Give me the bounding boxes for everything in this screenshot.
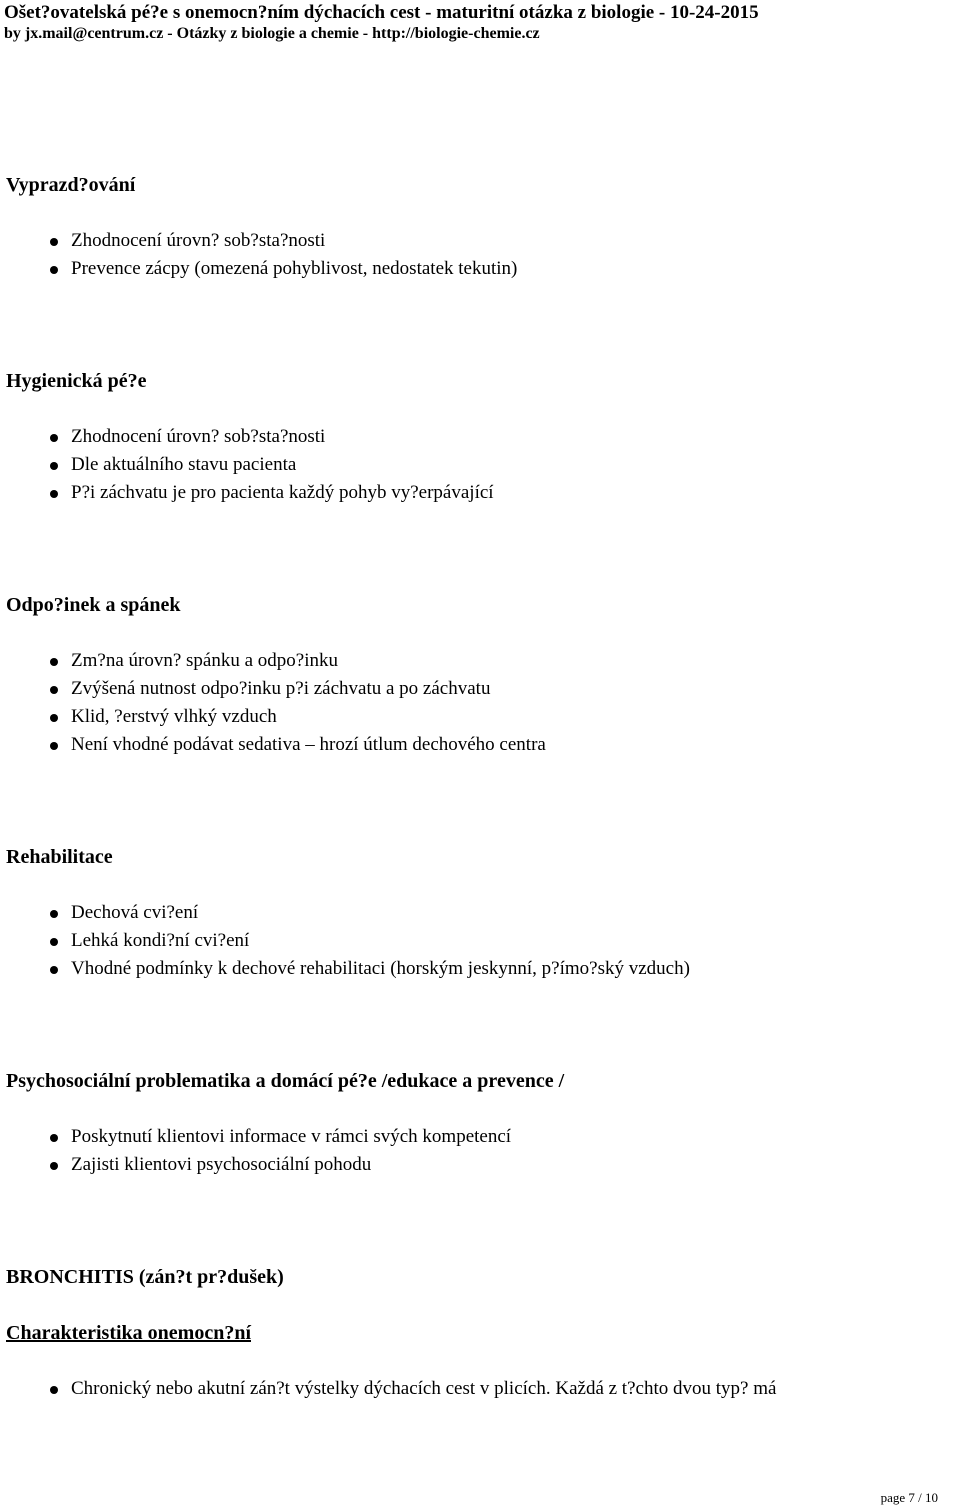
list-item: P?i záchvatu je pro pacienta každý pohyb vy?erpávající [6,479,946,507]
section-heading: Odpo?inek a spánek [6,594,181,616]
section-bronchitis [6,1265,946,1289]
document-title: Ošet?ovatelská pé?e s onemocn?ním dýchacích cest - maturitní otázka z biologie - 10-24-2015 [4,2,759,23]
bullet-list [6,1123,946,1179]
section-heading: Charakteristika onemocn?ní [6,1322,251,1344]
list-item: Zm?na úrovn? spánku a odpo?inku [6,647,946,675]
list-item: Není vhodné podávat sedativa – hrozí útlum dechového centra [6,731,946,759]
section-heading: Rehabilitace [6,846,113,868]
section-odpocinek [6,593,946,759]
section-vyprazdovani [6,173,946,283]
list-item: Poskytnutí klientovi informace v rámci svých kompetencí [6,1123,946,1151]
section-rehabilitace [6,845,946,983]
bullet-list [6,647,946,759]
list-item: Klid, ?erstvý vlhký vzduch [6,703,946,731]
document-byline: by jx.mail@centrum.cz - Otázky z biologie a chemie - http://biologie-chemie.cz [4,25,540,42]
section-heading: Psychosociální problematika a domácí pé?e /edukace a prevence / [6,1070,565,1092]
list-item: Zhodnocení úrovn? sob?sta?nosti [6,227,946,255]
list-item: Zhodnocení úrovn? sob?sta?nosti [6,423,946,451]
section-heading: Vyprazd?ování [6,174,136,196]
bullet-list [6,423,946,507]
list-item: Dechová cvi?ení [6,899,946,927]
bullet-list [6,227,946,283]
list-item: Vhodné podmínky k dechové rehabilitaci (horským jeskynní, p?ímo?ský vzduch) [6,955,946,983]
section-heading: BRONCHITIS (zán?t pr?dušek) [6,1266,284,1288]
section-heading: Hygienická pé?e [6,370,147,392]
list-item: Zvýšená nutnost odpo?inku p?i záchvatu a po záchvatu [6,675,946,703]
list-item: Zajisti klientovi psychosociální pohodu [6,1151,946,1179]
bullet-list [6,899,946,983]
list-item: Lehká kondi?ní cvi?ení [6,927,946,955]
bullet-list [6,1375,946,1403]
section-hygiena [6,369,946,507]
section-psychosocialni [6,1069,946,1179]
document-header [4,2,954,44]
list-item: Chronický nebo akutní zán?t výstelky dýchacích cest v plicích. Každá z t?chto dvou typ? má [6,1375,946,1403]
page-number: page 7 / 10 [880,1490,938,1505]
section-charakteristika [6,1321,946,1403]
list-item: Dle aktuálního stavu pacienta [6,451,946,479]
list-item: Prevence zácpy (omezená pohyblivost, nedostatek tekutin) [6,255,946,283]
